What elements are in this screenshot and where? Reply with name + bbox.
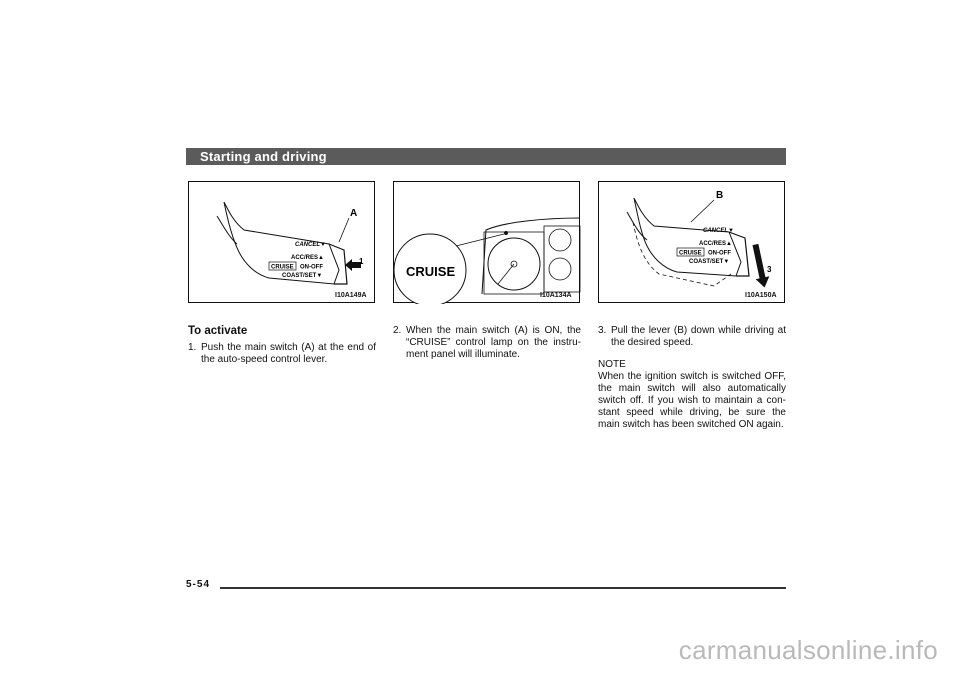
step-text: Push the main switch (A) at the end of the auto-speed control lever. [201, 342, 376, 365]
label-coast-set: COAST/SET▼ [282, 273, 323, 279]
figure-instrument-panel [393, 181, 580, 303]
label-cancel: CANCEL▼ [295, 242, 326, 248]
figure-code: I10A150A [745, 292, 777, 299]
section-header-bar [186, 148, 786, 165]
step-text: When the main switch (A) is ON, the “CRUISE” control lamp on the instru- ment panel will illuminate. [406, 325, 581, 360]
step-1 [188, 342, 376, 366]
figure-code: I10A134A [540, 292, 572, 299]
watermark: carmanualsonline.info [678, 635, 938, 665]
figure-main-switch [188, 181, 375, 303]
callout-1: 1 [359, 257, 364, 266]
lever-illustration-1 [189, 182, 376, 304]
column-2 [393, 325, 581, 361]
step-3 [598, 325, 786, 349]
label-on-off: ON-OFF [300, 264, 323, 271]
label-coast-set: COAST/SET▼ [689, 259, 730, 265]
cruise-lamp-label: CRUISE [406, 264, 456, 279]
label-acc-res: ACC/RES▲ [291, 255, 324, 261]
note-label: NOTE [598, 359, 626, 370]
callout-a: A [350, 208, 358, 219]
column-1 [188, 325, 376, 366]
step-number: 2. [393, 325, 402, 336]
column-3 [598, 325, 786, 431]
footer-rule [220, 587, 786, 589]
label-cruise: CRUISE [679, 250, 702, 257]
step-text: Pull the lever (B) down while driving at the desired speed. [611, 325, 786, 348]
figure-pull-lever [598, 181, 785, 303]
lever-illustration-3 [599, 182, 786, 304]
section-title: Starting and driving [200, 149, 327, 164]
step-number: 3. [598, 325, 607, 336]
step-number: 1. [188, 342, 197, 353]
label-cancel: CANCEL▼ [703, 228, 734, 234]
label-cruise: CRUISE [271, 264, 294, 271]
instrument-panel-illustration [394, 182, 581, 304]
page-number: 5-54 [186, 579, 211, 590]
figure-code: I10A149A [335, 292, 367, 299]
label-on-off: ON-OFF [708, 250, 731, 257]
callout-b: B [716, 190, 724, 201]
note-text: When the ignition switch is switched OFF, the main switch will also automatically switch off. If you wish to maintain a con- stant speed while driving, be sure the main switch has been switched ON again. [598, 371, 786, 430]
section-heading: To activate [188, 325, 248, 337]
step-2 [393, 325, 581, 361]
callout-3: 3 [767, 265, 772, 274]
label-acc-res: ACC/RES▲ [699, 241, 732, 247]
